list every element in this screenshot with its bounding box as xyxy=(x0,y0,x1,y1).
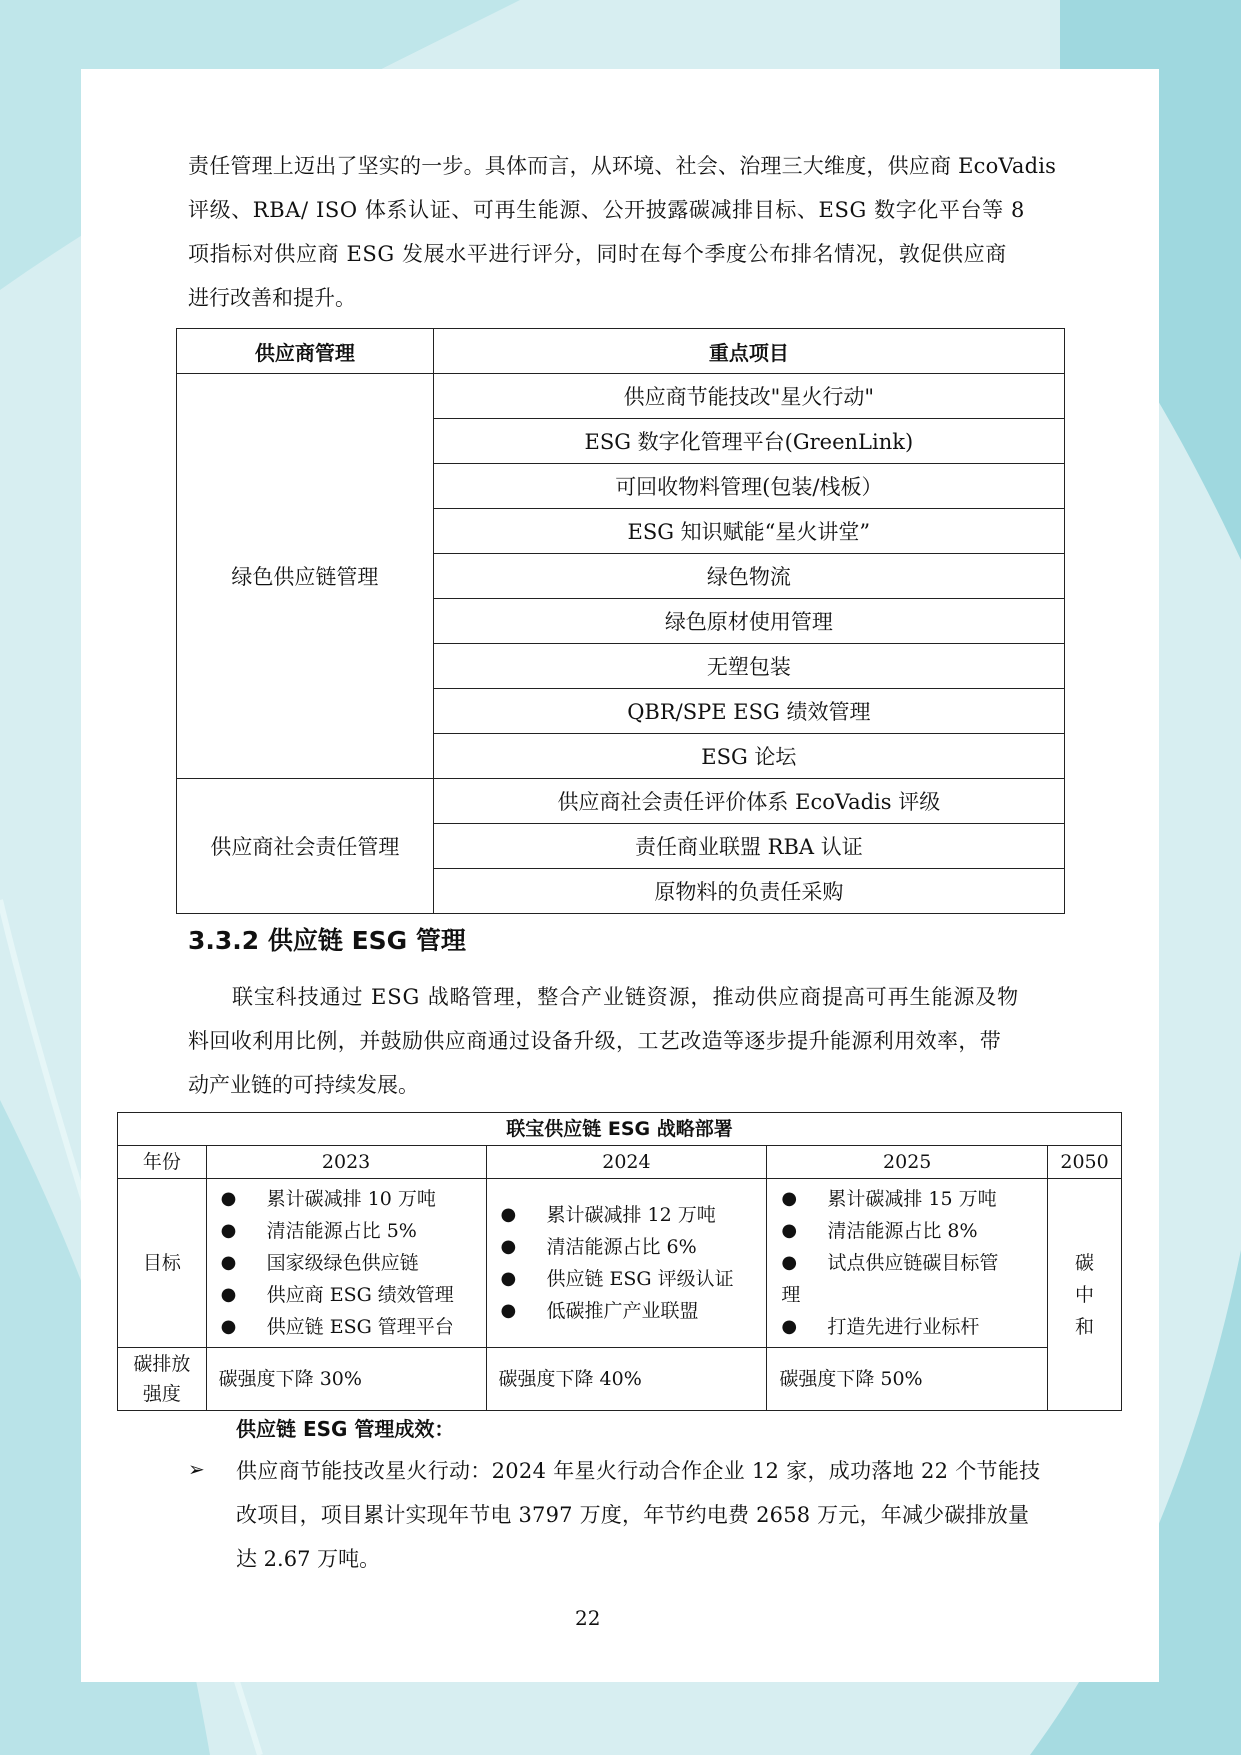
year-2025: 2025 xyxy=(767,1146,1048,1179)
list-item xyxy=(781,1279,1047,1311)
bullet-icon: ● xyxy=(781,1252,798,1273)
header-supplier-management: 供应商管理 xyxy=(177,329,434,374)
list-item xyxy=(221,1279,486,1311)
header-key-projects: 重点项目 xyxy=(433,329,1064,374)
list-item xyxy=(501,1199,767,1231)
project-item: 原物料的负责任采购 xyxy=(433,869,1064,914)
goal-text: 累计碳减排 15 万吨 xyxy=(827,1188,997,1210)
goals-row xyxy=(118,1179,1122,1348)
category-green-supply-chain: 绿色供应链管理 xyxy=(177,374,434,779)
goal-text: 低碳推广产业联盟 xyxy=(546,1300,699,1322)
goal-2050-char: 和 xyxy=(1075,1315,1095,1338)
list-item xyxy=(501,1263,767,1295)
project-item: 可回收物料管理(包装/栈板） xyxy=(433,464,1064,509)
bullet-icon: ● xyxy=(220,1188,237,1209)
bullet-icon: ● xyxy=(500,1236,517,1257)
goal-text: 累计碳减排 12 万吨 xyxy=(546,1204,716,1226)
year-2023: 2023 xyxy=(206,1146,486,1179)
list-item xyxy=(221,1215,486,1247)
goal-text: 清洁能源占比 8% xyxy=(827,1220,978,1242)
goal-text: 供应链 ESG 管理平台 xyxy=(266,1316,454,1338)
supplier-management-table xyxy=(176,328,1065,914)
goal-text: 理 xyxy=(781,1284,801,1306)
bullet-icon: ● xyxy=(500,1300,517,1321)
section-line: 料回收利用比例，并鼓励供应商通过设备升级，工艺改造等逐步提升能源利用效率，带 xyxy=(188,1029,1002,1053)
intro-line: 项指标对供应商 ESG 发展水平进行评分，同时在每个季度公布排名情况，敦促供应商 xyxy=(188,242,1007,266)
project-item: 绿色物流 xyxy=(433,554,1064,599)
goal-2050-char: 中 xyxy=(1075,1283,1095,1306)
list-item xyxy=(781,1247,1047,1279)
project-item: ESG 知识赋能“星火讲堂” xyxy=(433,509,1064,554)
bullet-icon: ● xyxy=(781,1220,798,1241)
project-item: ESG 数字化管理平台(GreenLink) xyxy=(433,419,1064,464)
intro-line: 进行改善和提升。 xyxy=(188,286,356,310)
project-item: 供应商节能技改"星火行动" xyxy=(433,374,1064,419)
list-item xyxy=(501,1231,767,1263)
project-item: 供应商社会责任评价体系 EcoVadis 评级 xyxy=(433,779,1064,824)
goal-label: 目标 xyxy=(118,1179,207,1348)
year-2050: 2050 xyxy=(1048,1146,1122,1179)
goal-text: 清洁能源占比 6% xyxy=(546,1236,697,1258)
goal-text: 供应链 ESG 评级认证 xyxy=(546,1268,734,1290)
goal-text: 累计碳减排 10 万吨 xyxy=(266,1188,436,1210)
goal-2050-char: 碳 xyxy=(1075,1251,1095,1274)
goal-text: 打造先进行业标杆 xyxy=(827,1316,980,1338)
list-item xyxy=(781,1215,1047,1247)
bullet-icon: ● xyxy=(781,1316,798,1337)
list-item xyxy=(781,1183,1047,1215)
bullet-icon: ● xyxy=(220,1252,237,1273)
goals-2024-cell xyxy=(486,1179,767,1348)
intro-line: 责任管理上迈出了坚实的一步。具体而言，从环境、社会、治理三大维度，供应商 EcoVadis xyxy=(188,154,1057,178)
results-heading: 供应链 ESG 管理成效： xyxy=(236,1417,455,1441)
arrow-bullet-icon: ➢ xyxy=(188,1457,205,1481)
table-header-row xyxy=(177,329,1065,374)
project-item: 责任商业联盟 RBA 认证 xyxy=(433,824,1064,869)
table-row xyxy=(177,374,1065,419)
bullet-icon: ● xyxy=(500,1204,517,1225)
intro-line: 评级、RBA/ ISO 体系认证、可再生能源、公开披露碳减排目标、ESG 数字化平台等 8 xyxy=(188,198,1025,222)
year-header-row xyxy=(118,1146,1122,1179)
list-item xyxy=(501,1295,767,1327)
list-item xyxy=(781,1311,1047,1343)
goals-2025-cell xyxy=(767,1179,1048,1348)
goal-text: 国家级绿色供应链 xyxy=(266,1252,419,1274)
section-paragraph xyxy=(188,975,1053,1107)
project-item: 无塑包装 xyxy=(433,644,1064,689)
project-item: ESG 论坛 xyxy=(433,734,1064,779)
bullet-icon: ● xyxy=(500,1268,517,1289)
results-line: 供应商节能技改星火行动：2024 年星火行动合作企业 12 家，成功落地 22 个节能技 xyxy=(236,1459,1041,1483)
goal-text: 清洁能源占比 5% xyxy=(266,1220,417,1242)
intensity-label-line: 碳排放 xyxy=(133,1353,191,1375)
goal-text: 试点供应链碳目标管 xyxy=(827,1252,999,1274)
intro-paragraph xyxy=(188,144,1057,320)
section-line: 联宝科技通过 ESG 战略管理，整合产业链资源，推动供应商提高可再生能源及物 xyxy=(232,985,1020,1009)
results-line: 达 2.67 万吨。 xyxy=(236,1547,381,1571)
year-label: 年份 xyxy=(118,1146,207,1179)
bullet-icon: ● xyxy=(220,1220,237,1241)
list-item xyxy=(221,1311,486,1343)
category-social-responsibility: 供应商社会责任管理 xyxy=(177,779,434,914)
intensity-2025: 碳强度下降 50% xyxy=(767,1348,1048,1411)
intensity-row xyxy=(118,1348,1122,1411)
bullet-icon: ● xyxy=(220,1284,237,1305)
intensity-label-line: 强度 xyxy=(142,1383,181,1405)
goal-text: 供应商 ESG 绩效管理 xyxy=(266,1284,454,1306)
bullet-icon: ● xyxy=(220,1316,237,1337)
goal-2050-cell xyxy=(1048,1179,1122,1411)
year-2024: 2024 xyxy=(486,1146,767,1179)
bullet-icon: ● xyxy=(781,1188,798,1209)
project-item: 绿色原材使用管理 xyxy=(433,599,1064,644)
list-item xyxy=(221,1247,486,1279)
intensity-2024: 碳强度下降 40% xyxy=(486,1348,767,1411)
list-item xyxy=(221,1183,486,1215)
goals-2023-cell xyxy=(206,1179,486,1348)
project-item: QBR/SPE ESG 绩效管理 xyxy=(433,689,1064,734)
table-row xyxy=(177,779,1065,824)
esg-strategy-table xyxy=(117,1112,1122,1411)
strategy-table-title: 联宝供应链 ESG 战略部署 xyxy=(118,1113,1122,1146)
intensity-label xyxy=(118,1348,207,1411)
intensity-2023: 碳强度下降 30% xyxy=(206,1348,486,1411)
results-line: 改项目，项目累计实现年节电 3797 万度，年节约电费 2658 万元，年减少碳排放量 xyxy=(236,1503,1030,1527)
page-number: 22 xyxy=(575,1606,601,1630)
section-heading: 3.3.2 供应链 ESG 管理 xyxy=(188,926,466,955)
section-line: 动产业链的可持续发展。 xyxy=(188,1073,419,1097)
results-paragraph xyxy=(236,1449,1054,1581)
